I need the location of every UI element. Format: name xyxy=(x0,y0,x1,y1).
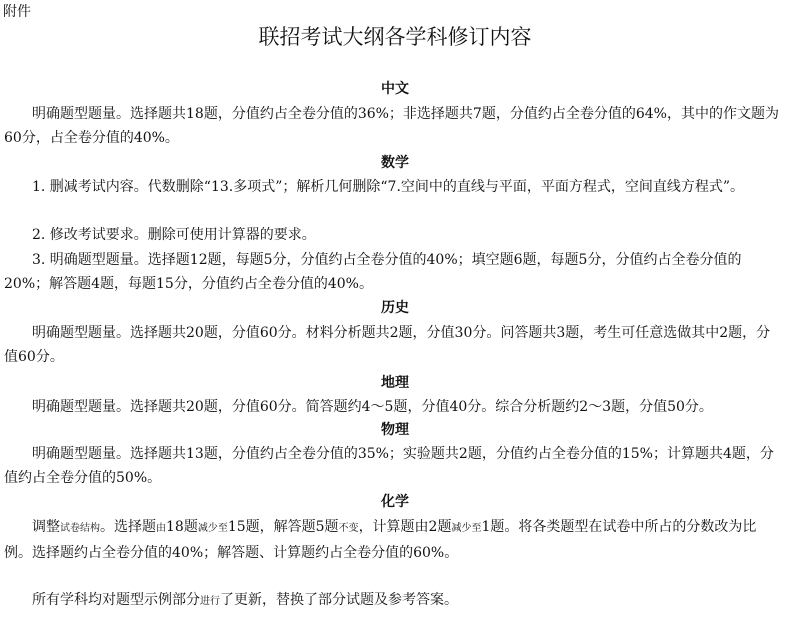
section-heading-math: 数学 xyxy=(381,155,409,171)
section-heading-chinese: 中文 xyxy=(381,81,409,97)
math-item-3: 3. 明确题型题量。选择题12题，每题5分，分值约占全卷分值的40%；填空题6题，每题5分，分值约占全卷分值的20%；解答题4题，每题15分，分值约占全卷分值的40%。 xyxy=(4,252,742,292)
math-item-1: 1. 删减考试内容。代数删除“13.多项式”；解析几何删除“7.空间中的直线与平面，平面方程式，空间直线方程式”。 xyxy=(32,179,745,195)
chem-text-10: 减少至 xyxy=(451,523,482,534)
section-heading-geography: 地理 xyxy=(381,375,409,391)
chem-text-11: 1题。将各类题型在试卷中所占的分数改为比例。选择题约占全卷分值的40%；解答题、计算题约占全卷分值的60%。 xyxy=(4,519,757,561)
footer-text-1: 所有学科均对题型示例部分 xyxy=(32,592,200,608)
section-text-chinese: 明确题型题量。选择题共18题，分值约占全卷分值的36%；非选择题共7题，分值约占全卷分值的64%，其中的作文题为60分，占全卷分值的40%。 xyxy=(4,106,779,146)
chem-text-1: 调整 xyxy=(32,519,60,535)
chem-text-8: 不变 xyxy=(338,523,359,534)
document-title: 联招考试大纲各学科修订内容 xyxy=(258,25,532,49)
chem-text-5: 18题 xyxy=(166,519,198,535)
chem-text-3: 。选择题 xyxy=(100,519,156,535)
footer-text-3: 了更新，替换了部分试题及参考答案。 xyxy=(220,592,458,608)
chem-text-6: 减少至 xyxy=(197,523,228,534)
chem-text-4: 由 xyxy=(156,523,166,534)
section-text-chemistry xyxy=(4,515,782,565)
math-item-2: 2. 修改考试要求。删除可使用计算器的要求。 xyxy=(32,227,316,243)
section-heading-physics: 物理 xyxy=(381,422,409,438)
footer-note xyxy=(32,588,458,614)
chem-text-2: 试卷结构 xyxy=(60,523,100,534)
section-heading-chemistry: 化学 xyxy=(381,494,409,510)
section-text-physics: 明确题型题量。选择题共13题，分值约占全卷分值的35%；实验题共2题，分值约占全卷分值的15%；计算题共4题，分值约占全卷分值的50%。 xyxy=(4,446,774,486)
section-text-geography: 明确题型题量。选择题共20题，分值60分。简答题约4～5题，分值40分。综合分析题约2～3题，分值50分。 xyxy=(32,399,713,415)
footer-text-2: 进行 xyxy=(200,596,220,607)
chem-text-9: ，计算题由2题 xyxy=(358,519,452,535)
section-heading-history: 历史 xyxy=(381,300,409,316)
attachment-label: 附件 xyxy=(3,4,31,20)
chem-text-7: 15题，解答题5题 xyxy=(227,519,339,535)
section-text-history: 明确题型题量。选择题共20题，分值60分。材料分析题共2题，分值30分。问答题共3题，考生可任意选做其中2题，分值60分。 xyxy=(4,325,771,365)
